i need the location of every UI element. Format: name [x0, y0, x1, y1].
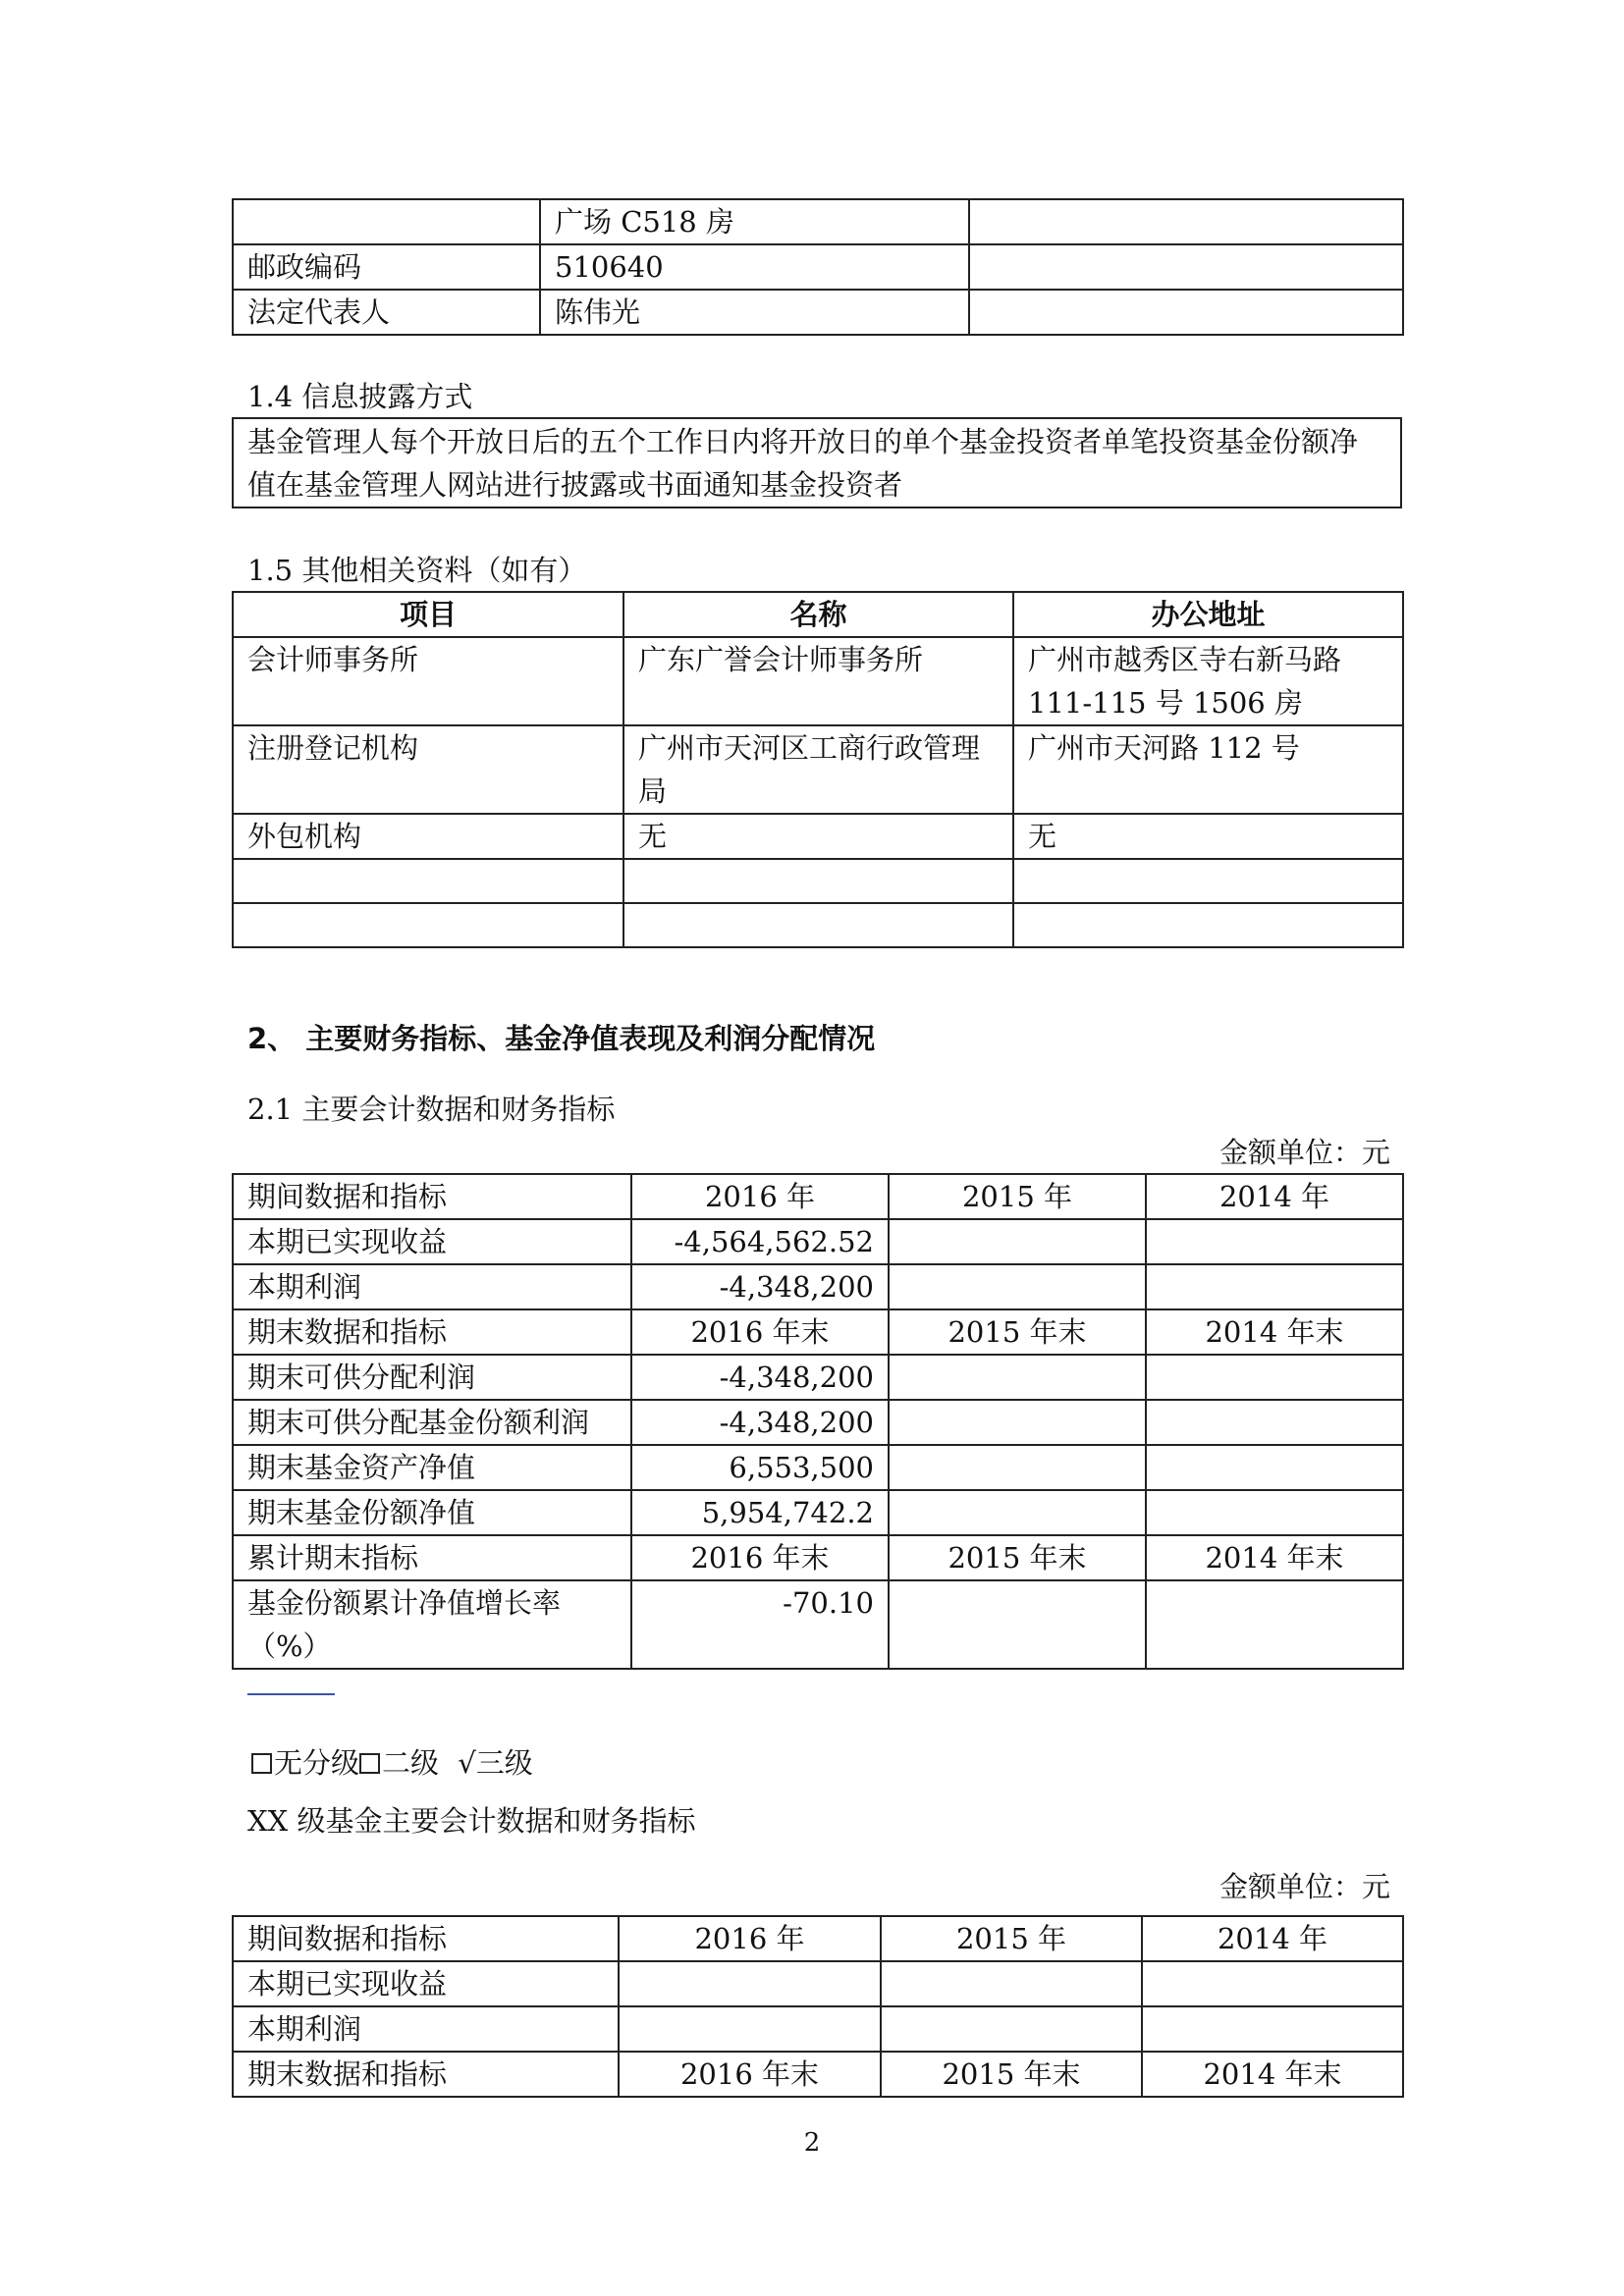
year-2015-cell: 2015 年末 [889, 1535, 1146, 1580]
xx-section-heading: XX 级基金主要会计数据和财务指标 [247, 1804, 696, 1838]
table-row [233, 903, 1403, 947]
indicator-label: 期末基金资产净值 [233, 1445, 631, 1490]
column-header: 办公地址 [1013, 592, 1403, 637]
check-mark-icon: √ [458, 1746, 476, 1780]
table-row [233, 1916, 1403, 1961]
table-row [233, 725, 1403, 814]
financial-indicators-table [232, 1173, 1404, 1670]
table-header-row [233, 592, 1403, 637]
grading-option-two: 二级 [382, 1746, 440, 1780]
indicator-label: 本期已实现收益 [233, 1961, 619, 2006]
year-2015-cell [881, 1961, 1142, 2006]
year-2016-cell [619, 2006, 881, 2052]
year-2015-cell [889, 1355, 1146, 1400]
address-cell [1013, 637, 1403, 725]
item-cell: 注册登记机构 [233, 725, 623, 814]
name-cell: 无 [623, 814, 1013, 859]
year-2015-cell: 2015 年 [881, 1916, 1142, 1961]
table-row [233, 199, 1403, 244]
other-info-table [232, 591, 1404, 948]
year-2014-cell: 2014 年末 [1142, 2052, 1403, 2097]
year-2014-cell [1146, 1219, 1403, 1264]
table-row [233, 1264, 1403, 1309]
column-header: 名称 [623, 592, 1013, 637]
indicator-label: 期末基金份额净值 [233, 1490, 631, 1535]
amount-unit-label: 金额单位：元 [1218, 1136, 1390, 1169]
table-row [233, 1309, 1403, 1355]
table-row [233, 2052, 1403, 2097]
item-cell [233, 859, 623, 903]
page-number: 2 [803, 2128, 821, 2158]
table-row [233, 1355, 1403, 1400]
year-2014-cell: 2014 年末 [1146, 1309, 1403, 1355]
year-2015-cell [889, 1445, 1146, 1490]
year-2014-cell [1146, 1355, 1403, 1400]
table-row [233, 1580, 1403, 1669]
table-row [233, 1400, 1403, 1445]
indicator-label: 期间数据和指标 [233, 1174, 631, 1219]
table-row [233, 1219, 1403, 1264]
year-2016-cell: -4,348,200 [631, 1264, 889, 1309]
year-2014-cell [1146, 1445, 1403, 1490]
year-2014-cell: 2014 年末 [1146, 1535, 1403, 1580]
table-row [233, 2006, 1403, 2052]
address-line: 广州市越秀区寺右新马路 [1028, 643, 1342, 676]
contact-value: 陈伟光 [540, 290, 969, 335]
table-row [233, 244, 1403, 290]
year-2016-cell: 2016 年 [631, 1174, 889, 1219]
section-heading-1-5: 1.5 其他相关资料（如有） [247, 554, 587, 587]
year-2015-cell [889, 1400, 1146, 1445]
year-2016-cell: 2016 年末 [631, 1309, 889, 1355]
address-line: 广州市天河路 112 号 [1028, 731, 1300, 765]
year-2016-cell: 2016 年末 [631, 1535, 889, 1580]
contact-label [233, 199, 540, 244]
year-2016-cell: -4,348,200 [631, 1355, 889, 1400]
address-cell [1013, 903, 1403, 947]
year-2015-cell: 2015 年末 [889, 1309, 1146, 1355]
year-2015-cell [889, 1264, 1146, 1309]
indicator-label: 期末可供分配利润 [233, 1355, 631, 1400]
address-cell [1013, 725, 1403, 814]
table-row [233, 1174, 1403, 1219]
contact-label: 法定代表人 [233, 290, 540, 335]
table-row [233, 859, 1403, 903]
name-line: 广东广誉会计师事务所 [638, 643, 924, 676]
indicator-label [233, 1580, 631, 1669]
contact-value: 510640 [540, 244, 969, 290]
year-2016-cell: 6,553,500 [631, 1445, 889, 1490]
year-2014-cell [1146, 1264, 1403, 1309]
year-2015-cell: 2015 年 [889, 1174, 1146, 1219]
indicator-label: 累计期末指标 [233, 1535, 631, 1580]
year-2016-cell: -4,348,200 [631, 1400, 889, 1445]
year-2016-cell [619, 1961, 881, 2006]
amount-unit-label: 金额单位：元 [1218, 1870, 1390, 1903]
grading-option-three: 三级 [475, 1746, 533, 1780]
section-heading-2: 2、 主要财务指标、基金净值表现及利润分配情况 [247, 1022, 876, 1055]
year-2015-cell [889, 1490, 1146, 1535]
year-2015-cell [881, 2006, 1142, 2052]
name-line: 广州市天河区工商行政管理 [638, 731, 981, 765]
year-2016-cell: 2016 年末 [619, 2052, 881, 2097]
year-2014-cell [1146, 1580, 1403, 1669]
indicator-label: 期末可供分配基金份额利润 [233, 1400, 631, 1445]
year-2014-cell [1142, 1961, 1403, 2006]
column-header: 项目 [233, 592, 623, 637]
table-row [233, 814, 1403, 859]
indicator-label: 期末数据和指标 [233, 2052, 619, 2097]
revision-line [247, 1693, 335, 1695]
name-cell [623, 725, 1013, 814]
indicator-label: 期末数据和指标 [233, 1309, 631, 1355]
disclosure-box [232, 417, 1402, 508]
year-2014-cell [1142, 2006, 1403, 2052]
contact-value: 广场 C518 房 [540, 199, 969, 244]
section-heading-1-4: 1.4 信息披露方式 [247, 380, 473, 413]
table-row [233, 1490, 1403, 1535]
name-cell [623, 859, 1013, 903]
contact-extra [969, 199, 1403, 244]
table-row [233, 1445, 1403, 1490]
table-row [233, 637, 1403, 725]
contact-table [232, 198, 1404, 336]
contact-extra [969, 244, 1403, 290]
address-line: 111-115 号 1506 房 [1028, 686, 1303, 720]
disclosure-line-2: 值在基金管理人网站进行披露或书面通知基金投资者 [247, 468, 903, 502]
disclosure-line-1: 基金管理人每个开放日后的五个工作日内将开放日的单个基金投资者单笔投资基金份额净 [247, 425, 1359, 458]
year-2014-cell: 2014 年 [1146, 1174, 1403, 1219]
grading-options [251, 1743, 533, 1783]
table-row [233, 1535, 1403, 1580]
year-2015-cell: 2015 年末 [881, 2052, 1142, 2097]
year-2016-cell: 2016 年 [619, 1916, 881, 1961]
year-2015-cell [889, 1580, 1146, 1669]
year-2015-cell [889, 1219, 1146, 1264]
item-cell: 会计师事务所 [233, 637, 623, 725]
item-cell [233, 903, 623, 947]
address-cell: 无 [1013, 814, 1403, 859]
checkbox-unchecked-icon [359, 1753, 380, 1774]
indicator-label: 本期利润 [233, 1264, 631, 1309]
name-cell [623, 637, 1013, 725]
label-line: （%） [247, 1629, 332, 1663]
checkbox-unchecked-icon [251, 1753, 272, 1774]
year-2014-cell [1146, 1490, 1403, 1535]
label-line: 基金份额累计净值增长率 [247, 1586, 562, 1620]
table-row [233, 290, 1403, 335]
indicator-label: 期间数据和指标 [233, 1916, 619, 1961]
year-2016-cell: -70.10 [631, 1580, 889, 1669]
item-cell: 外包机构 [233, 814, 623, 859]
section-heading-2-1: 2.1 主要会计数据和财务指标 [247, 1093, 616, 1126]
indicator-label: 本期利润 [233, 2006, 619, 2052]
contact-extra [969, 290, 1403, 335]
grading-option-none: 无分级 [274, 1746, 360, 1780]
year-2016-cell: -4,564,562.52 [631, 1219, 889, 1264]
indicator-label: 本期已实现收益 [233, 1219, 631, 1264]
name-line: 局 [638, 774, 668, 808]
disclosure-text [233, 418, 1401, 507]
year-2014-cell: 2014 年 [1142, 1916, 1403, 1961]
contact-label: 邮政编码 [233, 244, 540, 290]
table-row [233, 1961, 1403, 2006]
name-cell [623, 903, 1013, 947]
xx-indicators-table [232, 1915, 1404, 2098]
year-2014-cell [1146, 1400, 1403, 1445]
year-2016-cell: 5,954,742.2 [631, 1490, 889, 1535]
address-cell [1013, 859, 1403, 903]
